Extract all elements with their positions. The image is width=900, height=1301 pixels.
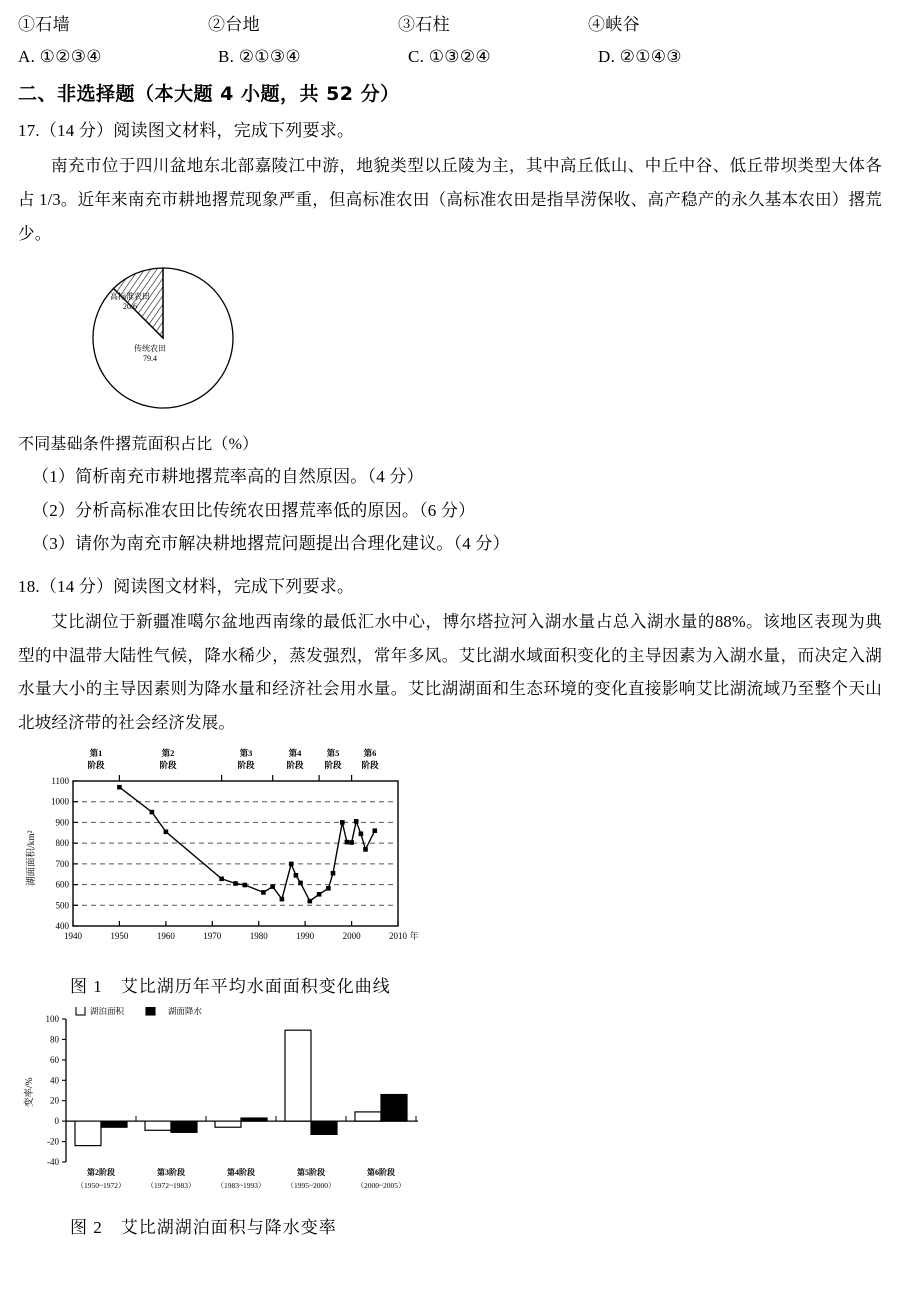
svg-text:100: 100 xyxy=(45,1014,59,1025)
line-chart-y-tick-labels xyxy=(51,776,70,931)
bar-chart-category-ranges xyxy=(76,1181,405,1190)
svg-text:第6阶段: 第6阶段 xyxy=(367,1168,395,1178)
svg-text:阶段: 阶段 xyxy=(361,760,379,771)
option-term-4: ④峡谷 xyxy=(588,15,640,34)
bar-chart-bar xyxy=(355,1112,381,1121)
svg-text:第3: 第3 xyxy=(239,748,253,759)
svg-text:1990: 1990 xyxy=(296,931,315,942)
svg-text:第4: 第4 xyxy=(288,748,302,759)
answer-choice-d[interactable]: D. ②①④③ xyxy=(598,46,682,66)
svg-text:阶段: 阶段 xyxy=(159,760,177,771)
line-chart-data-point xyxy=(345,840,350,845)
pie-label-traditional: 传统农田 79.4 xyxy=(134,344,166,364)
svg-text:第3阶段: 第3阶段 xyxy=(157,1168,185,1178)
svg-text:1980: 1980 xyxy=(249,931,268,942)
svg-text:20: 20 xyxy=(50,1095,59,1106)
line-chart-data-point xyxy=(317,892,322,897)
svg-text:-40: -40 xyxy=(47,1157,59,1168)
question-17-sub-3: （3）请你为南充市解决耕地撂荒问题提出合理化建议。（4 分） xyxy=(32,533,510,553)
bar-chart-figure xyxy=(18,1007,882,1207)
question-17-sub-2: （2）分析高标准农田比传统农田撂荒率低的原因。（6 分） xyxy=(32,500,476,520)
svg-text:第6: 第6 xyxy=(363,748,377,759)
line-chart-data-point xyxy=(289,862,294,867)
svg-text:1970: 1970 xyxy=(203,931,222,942)
legend-label-lake-precip: 湖面降水 xyxy=(168,1007,203,1017)
svg-text:（1983~1993）: （1983~1993） xyxy=(216,1181,266,1191)
option-terms-row xyxy=(18,12,882,38)
svg-text:阶段: 阶段 xyxy=(286,760,304,771)
svg-text:第2: 第2 xyxy=(161,748,175,759)
question-17-sub-1: （1）简析南充市耕地撂荒率高的自然原因。（4 分） xyxy=(32,467,424,487)
svg-text:第2阶段: 第2阶段 xyxy=(87,1168,115,1178)
line-chart-data-point xyxy=(243,883,248,888)
svg-text:2010: 2010 xyxy=(389,931,407,942)
line-chart-x-tick-labels xyxy=(64,931,408,941)
svg-text:（2000~2005）: （2000~2005） xyxy=(356,1181,406,1191)
bar-chart-bar xyxy=(75,1121,101,1146)
line-chart-data-point xyxy=(340,820,345,825)
svg-text:600: 600 xyxy=(55,879,69,890)
line-chart-data-point xyxy=(326,886,331,891)
svg-text:1940: 1940 xyxy=(64,931,82,942)
line-chart-data-point xyxy=(349,840,354,845)
svg-text:2000: 2000 xyxy=(342,931,361,942)
line-chart-data-point xyxy=(294,873,299,878)
svg-text:1000: 1000 xyxy=(51,796,69,807)
bar-chart-y-axis-title: 变率/% xyxy=(25,1077,35,1108)
bar-chart-svg xyxy=(18,1007,438,1202)
option-term-2: ②台地 xyxy=(208,15,260,34)
question-17-heading: 17.（14 分）阅读图文材料，完成下列要求。 xyxy=(18,121,355,140)
option-term-3: ③石柱 xyxy=(398,15,450,34)
pie-chart-svg xyxy=(18,258,278,418)
svg-text:（1995~2000）: （1995~2000） xyxy=(286,1181,336,1191)
answer-choice-a[interactable]: A. ①②③④ xyxy=(18,46,102,66)
line-chart-data-point xyxy=(308,899,313,904)
legend-swatch-lake-area xyxy=(76,1007,85,1015)
svg-text:1960: 1960 xyxy=(156,931,175,942)
svg-text:-20: -20 xyxy=(47,1136,59,1147)
bar-chart-category-labels xyxy=(87,1167,395,1177)
line-chart-data-point xyxy=(164,830,169,835)
line-chart-data-point xyxy=(280,897,285,902)
line-chart-data-point xyxy=(354,819,359,824)
line-chart-data-point xyxy=(363,847,368,852)
line-chart-data-point xyxy=(219,877,224,882)
line-chart-data-point xyxy=(298,881,303,886)
svg-text:400: 400 xyxy=(55,921,69,932)
bar-chart-bar xyxy=(215,1121,241,1127)
pie-chart-caption: 不同基础条件撂荒面积占比（%） xyxy=(18,436,259,454)
line-chart-data-point xyxy=(233,881,238,886)
line-chart-data-point xyxy=(261,890,266,895)
svg-text:900: 900 xyxy=(55,817,69,828)
line-chart-data-point xyxy=(373,829,378,834)
line-chart-figure xyxy=(18,746,882,966)
answer-choice-c[interactable]: C. ①③②④ xyxy=(408,46,491,66)
svg-text:800: 800 xyxy=(55,838,69,849)
answer-choice-b[interactable]: B. ②①③④ xyxy=(218,46,301,66)
answer-choices-row xyxy=(18,44,882,70)
bar-chart-bar xyxy=(241,1118,267,1121)
line-chart-x-axis-unit: 年 xyxy=(409,931,418,942)
svg-text:80: 80 xyxy=(50,1034,59,1045)
bar-chart-y-tick-labels xyxy=(46,1014,60,1167)
line-chart-stage-ticks xyxy=(119,775,351,781)
pie-chart-figure xyxy=(18,258,882,423)
option-term-1: ①石墙 xyxy=(18,15,70,34)
line-chart-data-point xyxy=(117,785,122,790)
svg-text:第5阶段: 第5阶段 xyxy=(297,1168,325,1178)
bar-chart-bar xyxy=(381,1095,407,1122)
bar-chart-bars xyxy=(75,1030,407,1145)
line-chart-y-axis-title: 湖面面积/km² xyxy=(27,830,37,887)
line-chart-svg xyxy=(18,746,418,961)
line-chart-data-point xyxy=(270,884,275,889)
line-chart-data-point xyxy=(150,810,155,815)
svg-text:（1972~1983）: （1972~1983） xyxy=(146,1181,196,1191)
svg-text:1100: 1100 xyxy=(51,776,69,787)
figure-2-caption: 图 2 艾比湖湖泊面积与降水变率 xyxy=(70,1218,337,1238)
svg-text:阶段: 阶段 xyxy=(87,760,105,771)
question-17-body: 南充市位于四川盆地东北部嘉陵江中游，地貌类型以丘陵为主，其中高丘低山、中丘中谷、低丘带坝类型大体各占 1/3。近年来南充市耕地撂荒现象严重，但高标准农田（高标准农田是指旱涝保收、高产稳产的永久基本农田）撂荒少。 xyxy=(18,156,882,243)
question-18-body: 艾比湖位于新疆准噶尔盆地西南缘的最低汇水中心，博尔塔拉河入湖水量占总入湖水量的88%。该地区表现为典型的中温带大陆性气候，降水稀少，蒸发强烈，常年多风。艾比湖水域面积变化的主导因素为入湖水量，而决定入湖水量大小的主导因素则为降水量和经济社会用水量。艾比湖湖面和生态环境的变化直接影响艾比湖流域乃至整个天山北坡经济带的社会经济发展。 xyxy=(18,611,882,733)
line-chart-stage-labels xyxy=(87,748,379,770)
svg-text:第1: 第1 xyxy=(89,748,103,759)
svg-text:第5: 第5 xyxy=(326,748,340,759)
svg-text:阶段: 阶段 xyxy=(237,760,255,771)
bar-chart-bar xyxy=(101,1121,127,1127)
question-18-heading: 18.（14 分）阅读图文材料，完成下列要求。 xyxy=(18,576,355,596)
svg-text:500: 500 xyxy=(55,900,69,911)
bar-chart-bar xyxy=(145,1121,171,1130)
svg-text:阶段: 阶段 xyxy=(324,760,342,771)
legend-label-lake-area: 湖泊面积 xyxy=(90,1007,125,1017)
svg-text:1950: 1950 xyxy=(110,931,129,942)
line-chart-plot-frame xyxy=(73,781,398,926)
bar-chart-bar xyxy=(285,1030,311,1121)
line-chart-data-point xyxy=(331,871,336,876)
line-chart-data-point xyxy=(359,832,364,837)
bar-chart-bar xyxy=(311,1121,337,1134)
bar-chart-legend xyxy=(76,1007,203,1016)
bar-chart-bar xyxy=(171,1121,197,1132)
svg-text:40: 40 xyxy=(50,1075,59,1086)
section-title: 二、非选择题（本大题 4 小题，共 52 分） xyxy=(18,83,400,105)
svg-text:0: 0 xyxy=(54,1116,59,1127)
pie-label-high-standard: 高标准农田 20.6 xyxy=(110,292,150,312)
svg-text:60: 60 xyxy=(50,1055,59,1066)
svg-text:（1950~1972）: （1950~1972） xyxy=(76,1181,126,1191)
legend-swatch-lake-precip xyxy=(146,1007,155,1015)
figure-1-caption: 图 1 艾比湖历年平均水面面积变化曲线 xyxy=(70,977,391,997)
svg-text:第4阶段: 第4阶段 xyxy=(227,1168,255,1178)
svg-text:700: 700 xyxy=(55,859,69,870)
